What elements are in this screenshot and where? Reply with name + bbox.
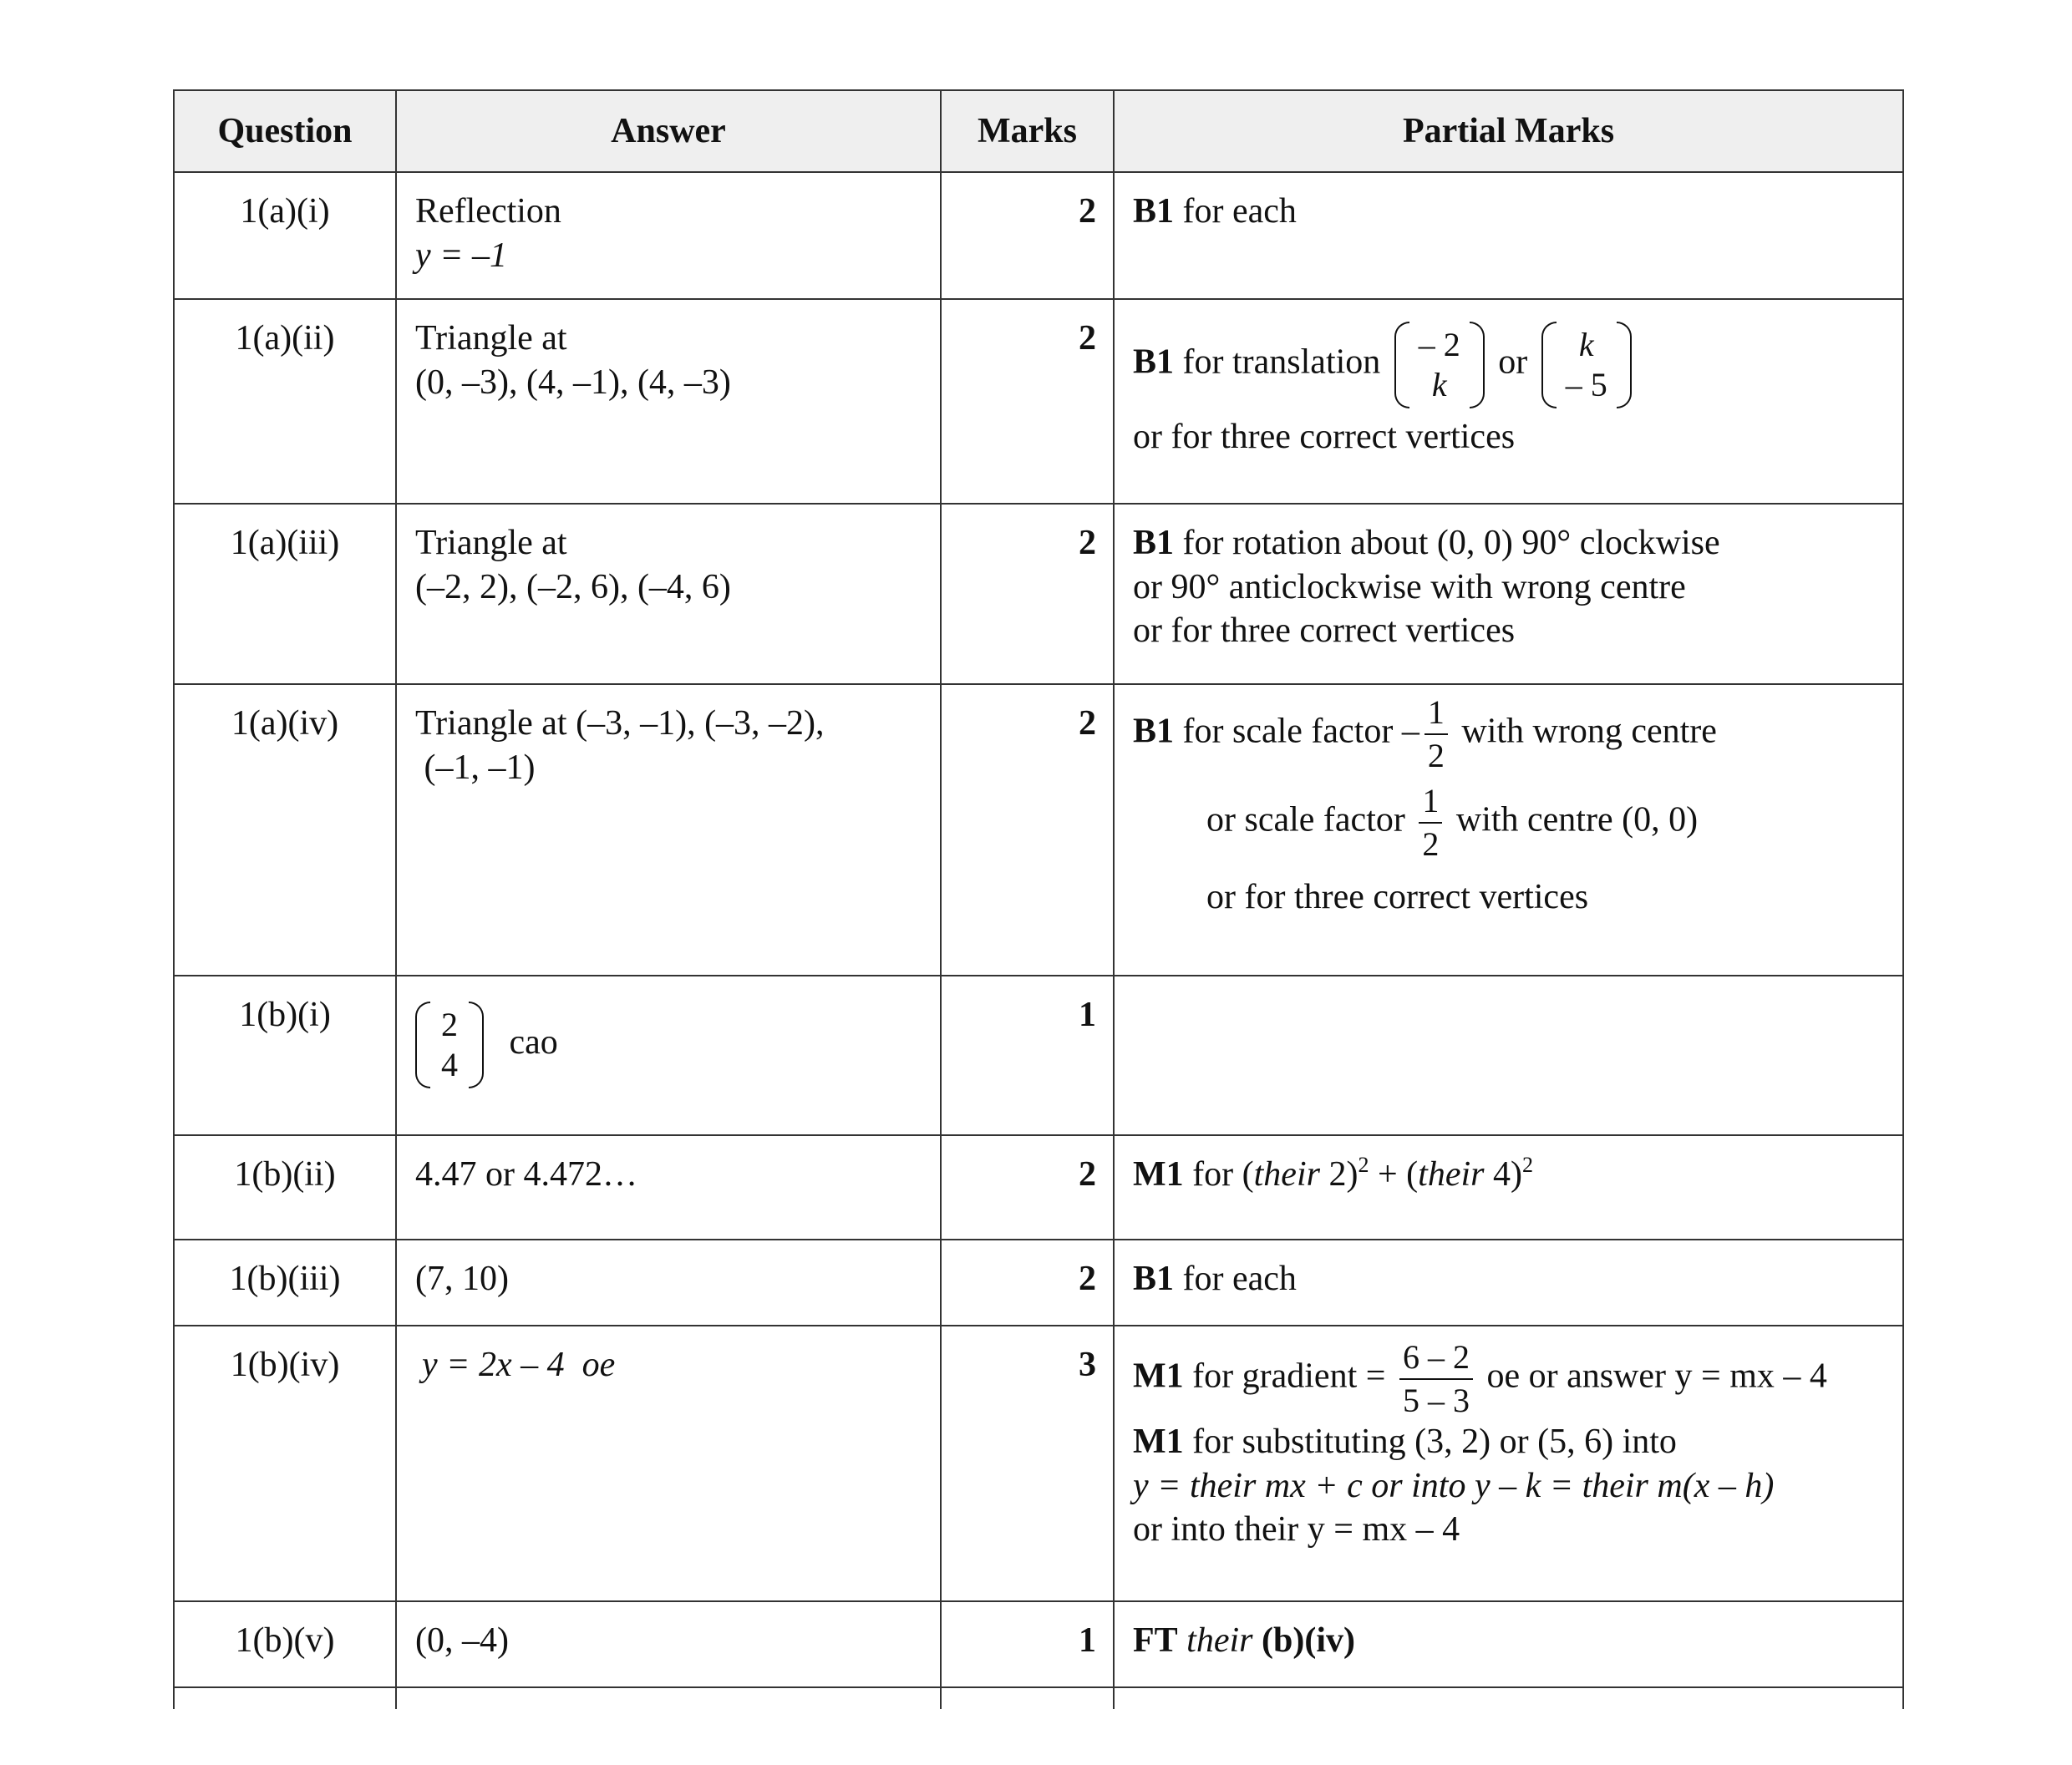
mark-code: B1 bbox=[1133, 192, 1175, 231]
vector-bottom: k bbox=[1431, 366, 1447, 403]
partial-text: for bbox=[1192, 1155, 1234, 1194]
partial-text: for substituting (3, 2) or (5, 6) into bbox=[1192, 1423, 1677, 1461]
partial-marks-cell bbox=[1114, 1326, 1903, 1601]
partial-text: oe or answer y = mx – 4 bbox=[1486, 1357, 1827, 1396]
header-marks: Marks bbox=[941, 90, 1114, 172]
answer-cell bbox=[396, 1326, 941, 1601]
right-paren bbox=[469, 1002, 484, 1088]
mark-code: FT bbox=[1133, 1621, 1178, 1660]
header-question: Question bbox=[174, 90, 396, 172]
expr-plus: + ( bbox=[1369, 1155, 1419, 1194]
partial-line bbox=[1133, 322, 1884, 408]
partial-line: or 90° anticlockwise with wrong centre bbox=[1133, 567, 1686, 606]
answer-line: Triangle at (–3, –1), (–3, –2), bbox=[415, 704, 825, 743]
partial-line: or into their y = mx – 4 bbox=[1133, 1510, 1460, 1549]
marks-cell: 2 bbox=[941, 504, 1114, 684]
partial-line bbox=[1133, 693, 1884, 775]
fraction-denominator: 5 – 3 bbox=[1402, 1382, 1470, 1419]
partial-marks-cell bbox=[1114, 1240, 1903, 1326]
partial-marks-cell bbox=[1114, 1601, 1903, 1687]
answer-cell bbox=[396, 172, 941, 299]
mark-code: B1 bbox=[1133, 342, 1175, 382]
answer-line: Triangle at bbox=[415, 319, 567, 358]
marks-cell: 2 bbox=[941, 684, 1114, 976]
left-paren bbox=[1394, 322, 1409, 408]
partial-text: or scale factor bbox=[1206, 800, 1405, 839]
mark-scheme-table bbox=[173, 89, 1904, 1709]
expr-value: 2) bbox=[1319, 1155, 1358, 1194]
partial-line bbox=[1133, 1420, 1884, 1464]
partial-text: for rotation about (0, 0) 90° clockwise bbox=[1182, 524, 1720, 562]
table-row bbox=[174, 172, 1903, 299]
partial-marks-cell bbox=[1114, 504, 1903, 684]
question-cell: 1(a)(iii) bbox=[174, 504, 396, 684]
answer-line: (–2, 2), (–2, 6), (–4, 6) bbox=[415, 567, 731, 606]
question-cell: 1(b)(iv) bbox=[174, 1326, 396, 1601]
partial-line: or for three correct vertices bbox=[1133, 611, 1516, 650]
vector-bottom: 4 bbox=[441, 1046, 458, 1083]
partial-text: for each bbox=[1182, 1260, 1297, 1298]
left-paren bbox=[1541, 322, 1557, 408]
partial-text: with wrong centre bbox=[1461, 712, 1717, 751]
partial-line bbox=[1133, 1338, 1884, 1420]
marks-cell: 3 bbox=[941, 1326, 1114, 1601]
answer-line: Triangle at bbox=[415, 524, 567, 562]
mark-scheme-page bbox=[173, 89, 1902, 1709]
partial-text: with centre (0, 0) bbox=[1455, 800, 1699, 839]
partial-line bbox=[1206, 782, 1884, 864]
vector-top: – 2 bbox=[1418, 326, 1460, 363]
table-row bbox=[174, 1240, 1903, 1326]
header-answer: Answer bbox=[396, 90, 941, 172]
fraction bbox=[1399, 1338, 1473, 1420]
table-row bbox=[174, 684, 1903, 976]
fraction-denominator: 2 bbox=[1427, 737, 1445, 774]
question-cell: 1(b)(ii) bbox=[174, 1135, 396, 1240]
vector-top: k bbox=[1578, 326, 1594, 363]
question-cell: 1(b)(iii) bbox=[174, 1240, 396, 1326]
left-paren bbox=[415, 1002, 430, 1088]
expr-their: their bbox=[1253, 1155, 1320, 1194]
table-header-row bbox=[174, 90, 1903, 172]
partial-text: for gradient = bbox=[1192, 1357, 1386, 1396]
marks-cell: 1 bbox=[941, 976, 1114, 1135]
partial-text: for each bbox=[1182, 192, 1297, 231]
fraction-numerator: 6 – 2 bbox=[1399, 1338, 1473, 1380]
right-paren bbox=[1617, 322, 1632, 408]
question-cell: 1(b)(i) bbox=[174, 976, 396, 1135]
marks-cell: 2 bbox=[941, 299, 1114, 504]
right-paren bbox=[1470, 322, 1485, 408]
partial-ref: (b)(iv) bbox=[1262, 1621, 1355, 1660]
partial-line bbox=[1133, 521, 1884, 566]
vector-bottom: – 5 bbox=[1565, 366, 1607, 403]
partial-their: their bbox=[1186, 1621, 1253, 1660]
marks-cell: 2 bbox=[941, 1240, 1114, 1326]
question-cell: 1(a)(i) bbox=[174, 172, 396, 299]
table-row bbox=[174, 976, 1903, 1135]
mark-code: B1 bbox=[1133, 524, 1175, 562]
minus-sign: – bbox=[1401, 712, 1419, 751]
partial-marks-cell bbox=[1114, 976, 1903, 1135]
table-row-continuation bbox=[174, 1687, 1903, 1709]
question-cell: 1(a)(iv) bbox=[174, 684, 396, 976]
table-row bbox=[174, 1326, 1903, 1601]
exponent: 2 bbox=[1521, 1153, 1533, 1177]
answer-suffix: cao bbox=[509, 1022, 558, 1062]
table-row bbox=[174, 1135, 1903, 1240]
partial-line: y = their mx + c or into y – k = their m(x – h) bbox=[1133, 1466, 1775, 1505]
vector-top: 2 bbox=[441, 1006, 458, 1043]
answer-line: (–1, –1) bbox=[415, 748, 536, 787]
partial-marks-cell bbox=[1114, 684, 1903, 976]
answer-line: y = 2x – 4 oe bbox=[422, 1346, 616, 1384]
translation-vector-1 bbox=[1394, 322, 1485, 408]
partial-marks-cell bbox=[1114, 172, 1903, 299]
translation-vector-2 bbox=[1541, 322, 1632, 408]
mark-code: B1 bbox=[1133, 712, 1175, 751]
answer-vector bbox=[415, 1002, 484, 1088]
fraction-numerator: 1 bbox=[1419, 782, 1442, 824]
header-partial-marks: Partial Marks bbox=[1114, 90, 1903, 172]
mark-code: M1 bbox=[1133, 1423, 1184, 1461]
answer-line: (0, –3), (4, –1), (4, –3) bbox=[415, 363, 731, 402]
answer-cell bbox=[396, 504, 941, 684]
question-cell: 1(a)(ii) bbox=[174, 299, 396, 504]
fraction-numerator: 1 bbox=[1424, 693, 1448, 735]
partial-text: for translation bbox=[1182, 342, 1381, 382]
answer-cell: 4.47 or 4.472… bbox=[396, 1135, 941, 1240]
exponent: 2 bbox=[1358, 1153, 1369, 1177]
table-row bbox=[174, 299, 1903, 504]
expr-their: their bbox=[1418, 1155, 1485, 1194]
table-row bbox=[174, 1601, 1903, 1687]
table-row bbox=[174, 504, 1903, 684]
partial-marks-cell bbox=[1114, 299, 1903, 504]
answer-cell bbox=[396, 299, 941, 504]
answer-line: Reflection bbox=[415, 192, 561, 231]
answer-line: y = –1 bbox=[415, 236, 507, 275]
marks-cell: 2 bbox=[941, 172, 1114, 299]
fraction-denominator: 2 bbox=[1422, 825, 1440, 863]
question-cell: 1(b)(v) bbox=[174, 1601, 396, 1687]
answer-cell bbox=[396, 684, 941, 976]
or-text: or bbox=[1498, 342, 1528, 382]
mark-code: M1 bbox=[1133, 1357, 1184, 1396]
marks-cell: 2 bbox=[941, 1135, 1114, 1240]
answer-cell: (0, –4) bbox=[396, 1601, 941, 1687]
expr-value: 4) bbox=[1484, 1155, 1522, 1194]
mark-code: M1 bbox=[1133, 1155, 1184, 1194]
marks-cell: 1 bbox=[941, 1601, 1114, 1687]
partial-marks-cell bbox=[1114, 1135, 1903, 1240]
partial-line: or for three correct vertices bbox=[1133, 418, 1516, 456]
partial-line: or for three correct vertices bbox=[1206, 878, 1589, 916]
partial-text: for scale factor bbox=[1182, 712, 1394, 751]
answer-cell: (7, 10) bbox=[396, 1240, 941, 1326]
expr-open: ( bbox=[1242, 1155, 1254, 1194]
mark-code: B1 bbox=[1133, 1260, 1175, 1298]
fraction bbox=[1419, 782, 1442, 864]
fraction bbox=[1424, 693, 1448, 775]
answer-cell bbox=[396, 976, 941, 1135]
